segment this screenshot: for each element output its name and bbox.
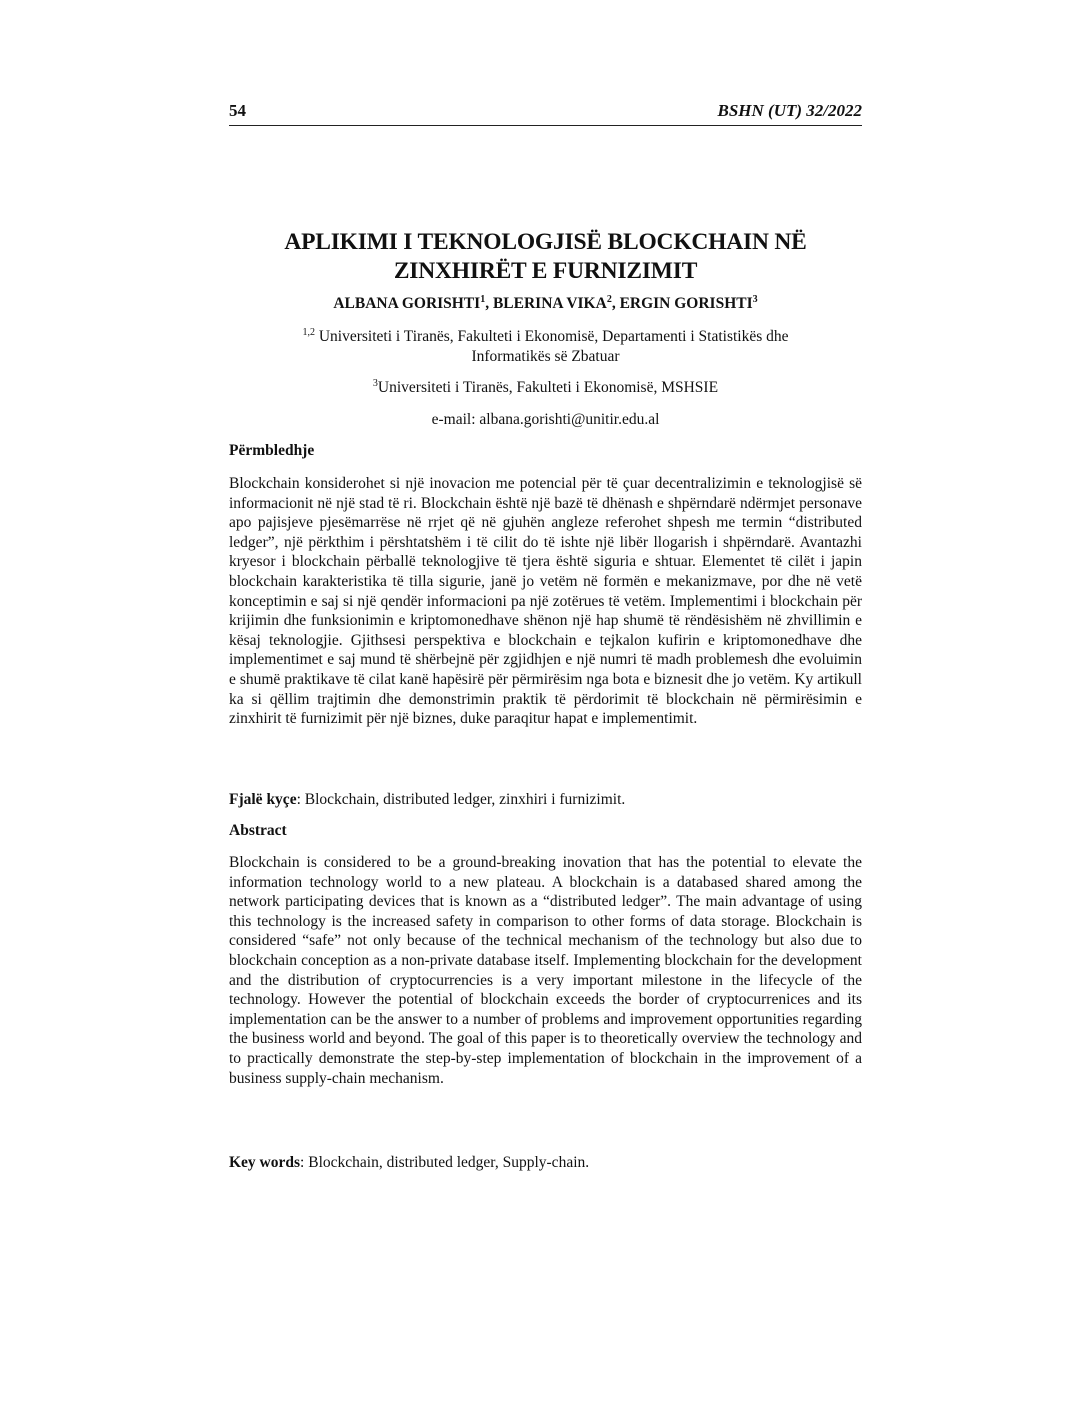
- paper-title: [229, 228, 862, 286]
- running-header: [229, 101, 862, 123]
- affiliation-line: Informatikës së Zbatuar: [471, 347, 620, 365]
- author-affiliation-mark: 2: [606, 294, 612, 305]
- page-number: 54: [229, 101, 246, 120]
- author-name: BLERINA VIKA: [492, 295, 607, 312]
- abstract-text: Blockchain is considered to be a ground-breaking inovation that has the potential to elevate the information technology world to a new plateau. A blockchain is a databased shared among the network participating devices that is known as a “distributed ledger”. The main advantage of using this technology is the increased safety in comparison to other forms of data storage. Blockchain is considered “safe” not only because of the technical mechanism of the technology but also due to blockchain conception as a non-private database itself. Implementing blockchain for the development and the distribution of cryptocurrencies is a very important milestone in the lifecycle of the technology. However the potential of blockchain exceeds the border of cryptocurrenices and its implementation can be the answer to a number of problems and improvement opportunities regarding the business world and beyond. The goal of this paper is to theoretically overview the technology and to practically demonstrate the step-by-step implementation of blockchain in the improvement of a business supply-chain mechanism.: [229, 854, 862, 1087]
- permbledhje-text: Blockchain konsiderohet si një inovacion me potencial për të çuar decentralizimin e teknologjisë së informacionit në një stad të ri. Blockchain është një bazë të dhënash e shpërndarë ndërmjet personave apo pajisjeve pjesëmarrëse në rrjet që në gjuhën angleze referohet shpesh me termin “distributed ledger”, një përkthim i përshtatshëm i të cilit do të ishte një libër llogarish i shpërndarë. Avantazhi kryesor i blockchain përballë teknologjive të tjera është siguria e shtuar. Elementet të cilët i japin blockchain karakteristika të tilla sigurie, janë jo vetëm në formën e mekanizmave, por dhe në vetë konceptimin e saj si një qendër informacioni pa një zotërues të vetëm. Implementimi i blockchain për krijimin dhe funksionimin e kriptomonedhave shënon një hap shumë të rëndësishëm në zhvillimin e kësaj teknologjie. Gjithsesi perspektiva e blockchain e tejkalon kufirin e kriptomonedhave dhe implementimet e saj mund të shërbejnë për zgjidhjen e një numri të madh problemesh dhe evoluimin e shumë praktikave të cilat kanë hapësirë për përmirësim nga bota e biznesit dhe jo vetëm. Ky artikull ka si qëllim trajtimin dhe demonstrimin praktik të përdorimit të blockchain në përmirësimin e zinxhirit të furnizimit për një biznes, duke paraqitur hapat e implementimit.: [229, 475, 862, 728]
- keywords-value: : Blockchain, distributed ledger, zinxhiri i furnizimit.: [296, 791, 626, 808]
- affiliation-line: Universiteti i Tiranës, Fakulteti i Ekonomisë, Departamenti i Statistikës dhe: [314, 328, 789, 345]
- contact-email: e-mail: albana.gorishti@unitir.edu.al: [431, 411, 660, 428]
- author-separator: ,: [611, 295, 620, 312]
- section-heading-permbledhje: Përmbledhje: [229, 442, 315, 459]
- author-list: [229, 294, 862, 314]
- author-separator: ,: [485, 295, 493, 312]
- title-line-1: APLIKIMI I TEKNOLOGJISË BLOCKCHAIN NË: [284, 229, 807, 255]
- keywords-value: : Blockchain, distributed ledger, Supply-chain.: [300, 1154, 590, 1171]
- title-line-2: ZINXHIRËT E FURNIZIMIT: [393, 258, 698, 284]
- section-heading-abstract: Abstract: [229, 822, 287, 839]
- affiliation-mark: 1,2: [302, 327, 315, 338]
- keywords-albanian: [229, 790, 862, 810]
- affiliation-line: Universiteti i Tiranës, Fakulteti i Ekonomisë, MSHSIE: [377, 379, 719, 396]
- affiliation-mark: 3: [372, 378, 378, 389]
- header-rule: [229, 125, 862, 126]
- author-name: ERGIN GORISHTI: [619, 295, 753, 312]
- affiliation-1: [229, 327, 862, 366]
- author-affiliation-mark: 1: [480, 294, 486, 305]
- author-affiliation-mark: 3: [752, 294, 758, 305]
- keywords-label: Key words: [229, 1154, 301, 1171]
- author-name: ALBANA GORISHTI: [333, 295, 481, 312]
- keywords-english: [229, 1153, 862, 1173]
- keywords-label: Fjalë kyçe: [229, 791, 297, 808]
- journal-citation: BSHN (UT) 32/2022: [717, 101, 862, 120]
- affiliation-2: [229, 378, 862, 398]
